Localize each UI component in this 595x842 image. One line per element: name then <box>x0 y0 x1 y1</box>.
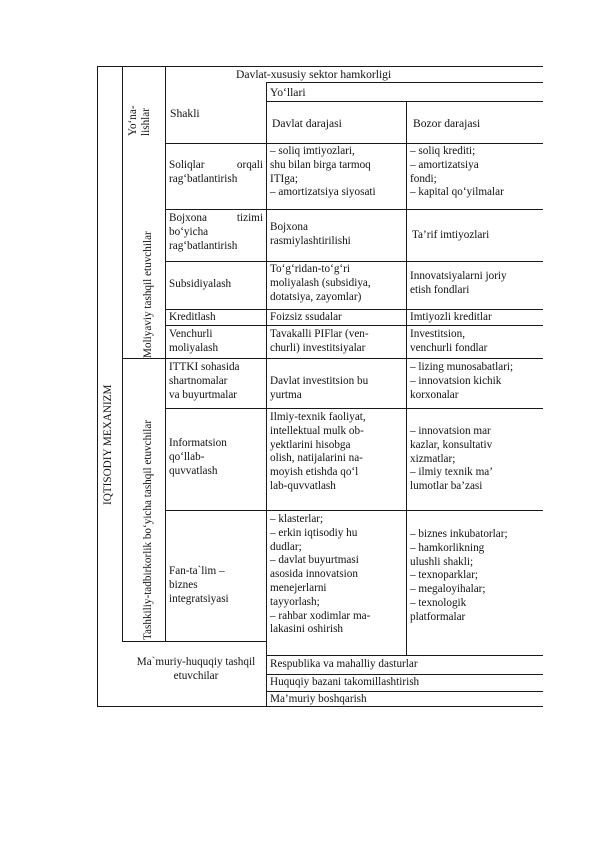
row-line-3 <box>165 309 543 310</box>
group-column-divider <box>165 66 166 641</box>
yonalishlar-label: Yo‘na- lishlar <box>127 105 152 136</box>
side-title: IQTISODIY MEXANIZM <box>102 384 114 505</box>
yollari-underline <box>266 101 543 102</box>
mamuriy-line-1 <box>266 655 543 656</box>
table-title: Davlat-xususiy sektor hamkorligi <box>236 68 392 81</box>
mamuriy-line-3 <box>266 691 543 692</box>
row-3-bozor: Innovatsiyalarni joriy etish fondlari <box>410 270 507 296</box>
row-5-bozor: Investitsion, venchurli fondlar <box>410 328 488 354</box>
header-bozor: Bozor darajasi <box>413 117 481 130</box>
group-line-1 <box>122 358 543 359</box>
header-davlat: Davlat darajasi <box>272 117 342 130</box>
row-5-davlat: Tavakalli PIFlar (ven- churli) investitsiyalar <box>270 328 369 354</box>
row-line-4 <box>165 325 543 326</box>
group-mamuriy-label: Ma`muriy-huquqiy tashqil etuvchilar <box>136 656 256 682</box>
group-tashkiliy-label: Tashkiliy-tadbirkorlik bo‘yicha tashqil etuvchilar <box>142 419 154 640</box>
row-2-davlat: Bojxona rasmiylashtirilishi <box>270 221 351 247</box>
davlat-column-divider <box>406 101 407 655</box>
row-7-shakl: Informatsion qo‘llab- quvvatlash <box>169 437 227 477</box>
mamuriy-item-2: Huquqiy bazani takomillashtirish <box>270 676 420 688</box>
row-4-bozor: Imtiyozli kreditlar <box>410 311 492 323</box>
group-moliyaviy-label: Moliyaviy tashqil etuvchilar <box>142 231 154 358</box>
row-6-davlat: Davlat investitsion bu yurtma <box>270 375 369 401</box>
row-3-davlat: To‘g‘ridan-to‘g‘ri moliyalash (subsidiya, dotatsiya, zayomlar) <box>270 263 371 303</box>
row-line-1 <box>165 209 543 210</box>
row-line-2 <box>165 261 543 262</box>
row-1-davlat: – soliq imtiyozlari, shu bilan birga tarmoq ITIga; – amortizatsiya siyosati <box>270 145 376 199</box>
header-shakli: Shakli <box>170 107 200 120</box>
row-6-bozor: – lizing munosabatlari; – innovatsion kichik korxonalar <box>410 361 514 401</box>
row-4-shakl: Kreditlash <box>169 311 216 323</box>
group-line-2 <box>122 641 266 642</box>
row-8-shakl: Fan-ta`lim – biznes integratsiyasi <box>169 565 229 605</box>
header-yollari: Yo‘llari <box>270 86 306 99</box>
outer-top-border <box>97 66 543 67</box>
row-1-bozor: – soliq krediti; – amortizatsiya fondi; – kapital qo‘yilmalar <box>410 145 504 199</box>
row-1-shakl: Soliqlar orqali rag‘batlantirish <box>169 159 263 185</box>
outer-left-border <box>97 66 98 707</box>
row-line-6 <box>165 408 543 409</box>
row-2-shakl: Bojxona tizimi bo‘yicha rag‘batlantirish <box>169 212 263 252</box>
header-bottom-line <box>165 143 543 144</box>
title-underline <box>266 82 543 83</box>
row-3-shakl: Subsidiyalash <box>169 278 232 290</box>
mamuriy-item-1: Respublika va mahalliy dasturlar <box>270 658 418 670</box>
mamuriy-line-2 <box>266 674 543 675</box>
row-7-davlat: Ilmiy-texnik faoliyat, intellektual mulk ob- yektlarini hisobga olish, natijalarini na- moyish etishda qo‘l lab-quvvatlash <box>270 411 366 492</box>
row-2-bozor: Ta’rif imtiyozlari <box>412 229 490 241</box>
side-title-divider <box>122 66 123 641</box>
row-4-davlat: Foizsiz ssudalar <box>270 311 342 323</box>
row-5-shakl: Venchurli moliyalash <box>169 328 219 354</box>
row-7-bozor: – innovatsion mar kazlar, konsultativ xizmatlar; – ilmiy texnik ma’ lumotlar ba’zasi <box>410 425 493 493</box>
row-line-7 <box>165 510 543 511</box>
row-8-bozor: – biznes inkubatorlar; – hamkorlikning ulushli shakli; – texnoparklar; – megaloyihalar; – texnologik platformalar <box>410 528 508 623</box>
mamuriy-item-3: Ma’muriy boshqarish <box>270 693 367 705</box>
row-6-shakl: ITTKI sohasida shartnomalar va buyurtmalar <box>169 361 240 401</box>
shakl-column-divider <box>266 82 267 706</box>
row-8-davlat: – klasterlar; – erkin iqtisodiy hu dudlar; – davlat buyurtmasi asosida innovatsion menejerlarni tayyorlash; – rahbar xodimlar ma- lakasini oshirish <box>270 513 371 636</box>
